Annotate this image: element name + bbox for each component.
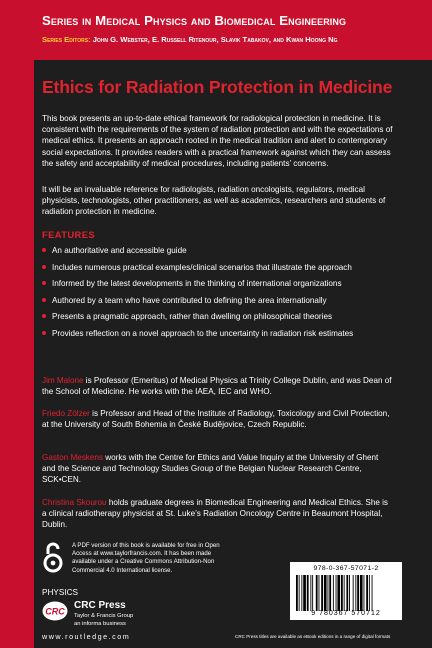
barcode-bar bbox=[360, 575, 363, 611]
feature-item: Informed by the latest developments in the thinking of international organizations bbox=[42, 278, 402, 295]
barcode-bar bbox=[329, 575, 331, 611]
barcode-bar bbox=[364, 575, 365, 611]
open-access-icon bbox=[42, 540, 64, 574]
barcode-bar bbox=[336, 575, 337, 611]
author-bio-text: is Professor (Emeritus) of Medical Physics at Trinity College Dublin, and was Dean of the School of Medicine. He works with the IAEA, IEC and WHO. bbox=[42, 376, 392, 397]
barcode-bar bbox=[346, 575, 348, 611]
series-editors-label: Series Editors: bbox=[42, 35, 91, 44]
isbn-barcode-box bbox=[290, 562, 402, 620]
publisher-tagline: an informa business bbox=[74, 621, 126, 627]
publisher-name: CRC Press bbox=[74, 600, 126, 611]
barcode-bar bbox=[319, 575, 320, 611]
author-name: Christina Skourou bbox=[42, 498, 107, 507]
author-bio-zolzer bbox=[42, 408, 394, 430]
feature-item: An authoritative and accessible guide bbox=[42, 245, 402, 262]
barcode-bar bbox=[366, 575, 368, 611]
author-bio-skourou bbox=[42, 497, 394, 531]
features-heading: FEATURES bbox=[42, 229, 96, 240]
ean-digits: 9 780367 570712 bbox=[311, 610, 381, 617]
barcode-bar bbox=[341, 575, 343, 611]
barcode-bar bbox=[333, 575, 334, 611]
barcode-bar bbox=[344, 575, 345, 611]
barcode-bar bbox=[353, 575, 354, 611]
feature-item: Authored by a team who have contributed to defining the area internationally bbox=[42, 295, 402, 312]
author-bio-malone bbox=[42, 375, 394, 397]
barcode-bar bbox=[349, 575, 350, 611]
features-list bbox=[42, 245, 402, 345]
series-title: Series in Medical Physics and Biomedical Engineering bbox=[42, 13, 347, 28]
series-editors bbox=[42, 35, 338, 44]
barcode-bar bbox=[321, 575, 323, 611]
subject-category: PHYSICS bbox=[42, 588, 78, 597]
left-accent-bar bbox=[0, 60, 34, 648]
author-bio-text: holds graduate degrees in Biomedical Engineering and Medical Ethics. She is a clinical radiotherapy physicist at St. Luke’s Radiation Oncology Centre in Beaumont Hospital, Dublin. bbox=[42, 498, 388, 530]
barcode-bar bbox=[372, 575, 373, 611]
series-header-band bbox=[0, 0, 432, 60]
description-paragraph-1: This book presents an up-to-date ethical framework for radiological protection in medicine. It is consistent with the requirements of the system of radiation protection and with the expectations of medical ethics. It presents an approach rooted in the medical tradition and alert to contemporary social expectations. It provides readers with a practical framework against which they can assess the safety and acceptability of medical procedures, including patients’ concerns. bbox=[42, 114, 393, 168]
author-bio-meskens bbox=[42, 452, 394, 486]
crc-logo-text: CRC bbox=[45, 606, 65, 617]
feature-item: Includes numerous practical examples/clinical scenarios that illustrate the approach bbox=[42, 262, 402, 279]
barcode-bar bbox=[328, 575, 329, 611]
barcode-bar bbox=[307, 575, 309, 611]
barcode-icon bbox=[296, 575, 396, 611]
feature-item: Provides reflection on a novel approach to the uncertainty in radiation risk estimates bbox=[42, 328, 402, 345]
publisher-website: www.routledge.com bbox=[42, 632, 131, 641]
barcode-bar bbox=[301, 575, 302, 611]
barcode-bar bbox=[299, 575, 300, 611]
author-name: Friedo Zölzer bbox=[42, 409, 90, 418]
barcode-bar bbox=[312, 575, 313, 611]
barcode-bar bbox=[324, 575, 327, 611]
barcode-bar bbox=[355, 575, 356, 611]
barcode-bar bbox=[357, 575, 359, 611]
barcode-bar bbox=[369, 575, 370, 611]
barcode-bar bbox=[337, 575, 340, 611]
barcode-bar bbox=[310, 575, 311, 611]
description-paragraph-2: It will be an invaluable reference for radiologists, radiation oncologists, regulators, medical physicists, technologists, other practitioners, as well as academics, researchers and students of radiation protection in medicine. bbox=[42, 185, 386, 217]
series-editors-names: John G. Webster, E. Russell Ritenour, Slavik Tabakov, and Kwan Hoong Ng bbox=[92, 35, 338, 44]
ebook-availability-note: CRC Press titles are available as eBook editions in a range of digital formats bbox=[235, 634, 391, 639]
crc-press-logo bbox=[42, 601, 68, 621]
barcode-bar bbox=[296, 575, 298, 611]
publisher-group: Taylor & Francis Group bbox=[74, 613, 134, 619]
feature-item: Presents a pragmatic approach, rather than dwelling on philosophical theories bbox=[42, 311, 402, 328]
author-bio-text: works with the Centre for Ethics and Value Inquiry at the University of Ghent and the Science and Technology Studies Group of the Belgian Nuclear Research Centre, SCK•CEN. bbox=[42, 453, 379, 485]
open-access-note: A PDF version of this book is available for free in Open Access at www.taylorfrancis.com. It has been made available under a Creative Commons Attribution-Non Commercial 4.0 International license. bbox=[72, 542, 220, 574]
author-name: Gaston Meskens bbox=[42, 453, 103, 462]
author-name: Jim Malone bbox=[42, 376, 84, 385]
isbn-number: 978-0-367-57071-2 bbox=[313, 565, 379, 572]
barcode-bar bbox=[316, 575, 318, 611]
author-bio-text: is Professor and Head of the Institute of Radiology, Toxicology and Civil Protection, at the University of South Bohemia in České Budějovice, Czech Republic. bbox=[42, 409, 390, 430]
barcode-bar bbox=[303, 575, 306, 611]
book-title: Ethics for Radiation Protection in Medicine bbox=[42, 77, 393, 97]
